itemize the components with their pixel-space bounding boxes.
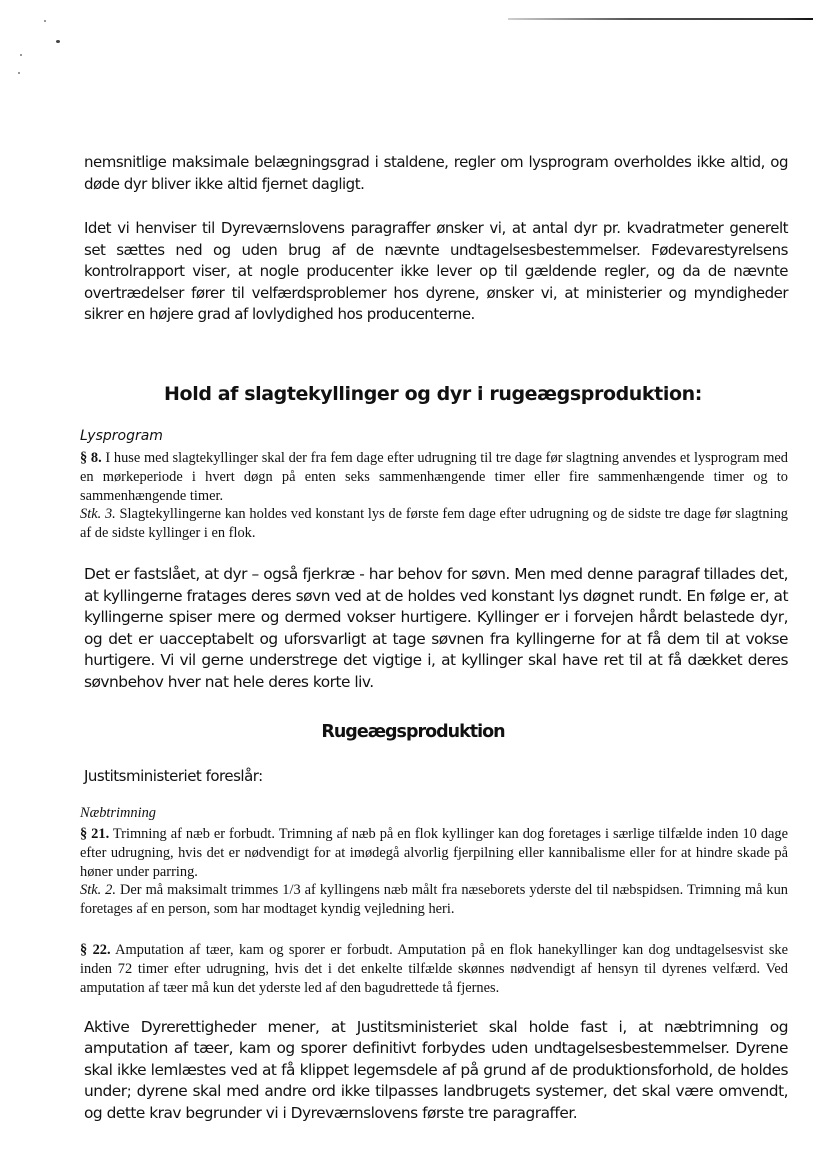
paragraph-8-number: § 8.: [80, 450, 102, 466]
paragraph-sleep: Det er fastslået, at dyr – også fjerkræ - har behov for søvn. Men med denne paragraf tillades det, at kyllingerne fratages deres søvn ved at de holdes ved konstant lys døgnet rundt. En følge er, at kyllingerne spiser mere og dermed vokser hurtigere. Kyllinger er i forvejen hårdt belastede dyr, og det er uacceptabelt og uforsvarligt at tage søvnen fra kyllingerne for at få dem til at vokse hurtigere. Vi vil gerne understrege det vigtige i, at kyllinger skal have ret til at få dækket deres søvnbehov hver nat hele deres korte liv.: [84, 565, 788, 691]
naebtrimning-section: [80, 804, 788, 823]
stk2-label: Stk. 2.: [80, 882, 116, 899]
paragraph-21: [80, 825, 788, 919]
paragraph-request: Idet vi henviser til Dyreværnslovens paragraffer ønsker vi, at antal dyr pr. kvadratmeter generelt set sættes ned og uden brug af de nævnte undtagelsesbestemmelser. Fødevarestyrelsens kontrolrapport viser, at nogle producenter ikke lever op til gældende regler, og da de nævnte overtrædelser fører til velfærdsproblemer hos dyrene, ønsker vi, at ministerier og myndigheder sikrer en højere grad af lovlydighed hos producenterne.: [84, 219, 788, 324]
paragraph-density: nemsnitlige maksimale belægningsgrad i staldene, regler om lysprogram overholdes ikke altid, og døde dyr bliver ikke altid fjernet dagligt.: [84, 153, 788, 193]
section-heading-broilers: Hold af slagtekyllinger og dyr i rugeægsproduktion:: [164, 383, 702, 405]
paragraph-21-number: § 21.: [80, 826, 110, 842]
scan-speck: [18, 72, 20, 74]
lysprogram-section: [80, 428, 788, 444]
stk2-text: Der må maksimalt trimmes 1/3 af kyllingens næb målt fra næseborets yderste del til næbspidsen. Trimning må kun foretages af en person, som har modtaget kyndig vejledning heri.: [80, 882, 788, 918]
paragraph-22: [80, 941, 788, 997]
scan-speck: [20, 54, 22, 56]
stk3-label: Stk. 3.: [80, 506, 116, 523]
stk3-text: Slagtekyllingerne kan holdes ved konstant lys de første fem dage efter udrugning og de sidste tre dage før slagtning af de sidste kyllinger i en flok.: [80, 506, 788, 542]
paragraph-8-text: I huse med slagtekyllinger skal der fra fem dage efter udrugning til tre dage før slagtning anvendes et lysprogram med en mørkeperiode i hvert døgn på enten seks sammenhængende timer eller fire sammenhængende timer og to sammenhængende timer.: [80, 450, 788, 504]
paragraph-22-text: Amputation af tæer, kam og sporer er forbudt. Amputation på en flok hanekyllinger kan dog undtagelsesvist ske inden 72 timer efter udrugning, hvis det i det enkelte tilfælde skønnes nødvendigt af hensyn til dyrenes velfærd. Ved amputation af tæer må kun det yderste led af den bagudrettede tå fjernes.: [80, 942, 789, 996]
paragraph-8: [80, 449, 788, 543]
naebtrimning-title: Næbtrimning: [80, 805, 156, 821]
scan-speck: [44, 20, 46, 22]
justits-proposes: Justitsministeriet foreslår:: [84, 767, 263, 785]
lysprogram-title: Lysprogram: [80, 428, 163, 444]
scan-speck: [56, 40, 60, 43]
paragraph-21-text: Trimning af næb er forbudt. Trimning af næb på en flok kyllinger kan dog foretages i særlige tilfælde inden 10 dage efter udrugning, hvis det er nødvendigt for at imødegå alvorlig fjerpilning eller kannibalisme eller for at hindre skade på høner under parring.: [80, 826, 788, 880]
section-heading-hatching: Rugeægsproduktion: [321, 722, 505, 742]
paragraph-conclusion: Aktive Dyrerettigheder mener, at Justitsministeriet skal holde fast i, at næbtrimning og amputation af tæer, kam og sporer definitivt forbydes uden undtagelsesbestemmelser. Dyrene skal ikke lemlæstes ved at få klippet legemsdele af på grund af de produktionsforhold, de holdes under; dyrene skal med andre ord ikke tilpasses landbrugets systemer, det skal være omvendt, og dette krav begrunder vi i Dyreværnslovens første tre paragraffer.: [84, 1018, 788, 1122]
paragraph-22-number: § 22.: [80, 942, 111, 958]
scan-edge-line: [508, 18, 813, 20]
